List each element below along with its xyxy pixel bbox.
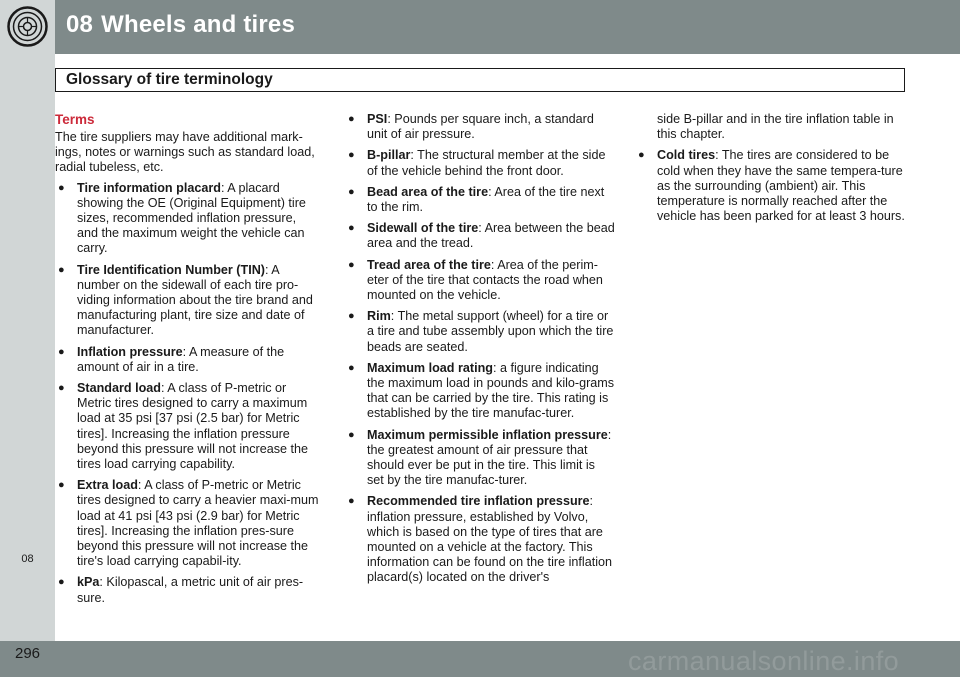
bullet-icon: ●	[348, 222, 355, 235]
glossary-item	[345, 309, 615, 355]
glossary-definition: : a figure indicating the maximum load in pounds and kilo-grams that can be carried by the tire. This rating is established by the tire manufac-turer.	[367, 360, 615, 421]
bullet-icon: ●	[58, 382, 65, 395]
terms-list-col3	[635, 148, 905, 224]
chapter-title	[66, 11, 295, 39]
glossary-term: B-pillar	[367, 148, 411, 163]
glossary-definition: : A measure of the amount of air in a tire.	[77, 344, 285, 374]
chapter-number: 08	[66, 11, 94, 38]
glossary-term: Maximum permissible inflation pressure	[367, 427, 608, 442]
glossary-term: Maximum load rating	[367, 360, 493, 375]
chapter-side-tab	[0, 54, 55, 617]
terms-list-col2	[345, 112, 615, 586]
bullet-icon: ●	[348, 310, 355, 323]
bullet-icon: ●	[58, 181, 65, 194]
watermark: carmanualsonline.info	[628, 646, 900, 676]
glossary-term: Tire information placard	[77, 180, 221, 195]
continuation-paragraph: side B-pillar and in the tire inflation table in this chapter.	[657, 112, 894, 142]
text-column-1	[55, 112, 320, 612]
glossary-item	[345, 258, 615, 304]
section-title: Glossary of tire terminology	[66, 71, 273, 88]
bullet-icon: ●	[348, 185, 355, 198]
glossary-term: Recommended tire inflation pressure	[367, 494, 590, 509]
chapter-icon-box	[0, 0, 55, 54]
terms-list-col1	[55, 181, 320, 606]
glossary-term: Rim	[367, 309, 391, 324]
glossary-definition: : Area of the perim-eter of the tire that contacts the road when mounted on the vehicle.	[367, 257, 603, 303]
glossary-item	[345, 428, 615, 489]
glossary-definition: : The tires are considered to be cold when they have the same tempera-ture as the surrounding (ambient) air. This temperature is normally reached after the vehicle has been parked for at least 3 hours.	[657, 148, 905, 224]
glossary-item	[345, 361, 615, 422]
bullet-icon: ●	[348, 113, 355, 125]
glossary-term: Cold tires	[657, 148, 716, 163]
bullet-icon: ●	[58, 263, 65, 276]
side-tab-label: 08	[21, 553, 34, 565]
bullet-icon: ●	[58, 479, 65, 492]
glossary-item	[635, 148, 905, 224]
glossary-definition: : Pounds per square inch, a standard unit of air pressure.	[367, 112, 594, 142]
glossary-term: Inflation pressure	[77, 344, 183, 359]
glossary-definition: : The metal support (wheel) for a tire or a tire and tube assembly upon which the tire beads are seated.	[367, 309, 614, 354]
glossary-item	[345, 494, 615, 585]
glossary-item	[345, 185, 615, 215]
glossary-definition: : Kilopascal, a metric unit of air pres-sure.	[77, 575, 304, 605]
glossary-definition: : the greatest amount of air pressure that should ever be put in the tire. This limit is set by the tire manufac-turer.	[367, 427, 612, 488]
glossary-definition: : A placard showing the OE (Original Equipment) tire sizes, recommended inflation pressure, and the maximum weight the vehicle can carry.	[77, 180, 306, 256]
glossary-item	[55, 345, 320, 375]
glossary-item	[55, 575, 320, 605]
glossary-item	[345, 148, 615, 178]
glossary-term: Bead area of the tire	[367, 184, 489, 199]
glossary-term: kPa	[77, 575, 100, 590]
text-column-2	[345, 112, 615, 592]
glossary-item	[55, 181, 320, 257]
glossary-item	[345, 112, 615, 142]
tire-icon	[6, 5, 49, 48]
glossary-item	[55, 263, 320, 339]
bullet-icon: ●	[348, 428, 355, 441]
terms-heading: Terms	[55, 112, 95, 127]
glossary-definition: : A class of P-metric or Metric tires designed to carry a maximum load at 35 psi [37 psi (2.5 bar) for Metric tires]. Increasing the inflation pressure beyond this pressure will not increase the tires load carrying capability.	[77, 381, 309, 472]
text-column-3	[635, 112, 905, 230]
page-number: 296	[14, 645, 41, 662]
glossary-definition: : inflation pressure, established by Volvo, which is based on the type of tires that are mounted on a vehicle at the factory. This information can be found on the tire inflation placard(s) located on the driver's	[367, 494, 613, 585]
glossary-definition: : A number on the sidewall of each tire pro-viding information about the tire brand and manufacturing plant, tire size and date of manufacturer.	[77, 262, 313, 338]
glossary-item	[55, 381, 320, 472]
bullet-icon: ●	[638, 149, 645, 162]
glossary-term: Standard load	[77, 381, 161, 396]
bullet-icon: ●	[348, 149, 355, 162]
bullet-icon: ●	[348, 258, 355, 271]
glossary-term: Sidewall of the tire	[367, 221, 479, 236]
glossary-definition: : The structural member at the side of the vehicle behind the front door.	[367, 148, 606, 178]
glossary-term: Tire Identification Number (TIN)	[77, 262, 265, 277]
glossary-term: Tread area of the tire	[367, 257, 491, 272]
glossary-term: PSI	[367, 112, 388, 126]
chapter-title-text: Wheels and tires	[101, 11, 296, 38]
bullet-icon: ●	[348, 495, 355, 508]
bullet-icon: ●	[58, 345, 65, 358]
bullet-icon: ●	[348, 361, 355, 374]
intro-paragraph: The tire suppliers may have additional mark-ings, notes or warnings such as standard load, radial tubeless, etc.	[55, 130, 315, 175]
glossary-definition: : Area of the tire next to the rim.	[367, 184, 605, 215]
glossary-term: Extra load	[77, 478, 138, 493]
glossary-item	[345, 221, 615, 251]
bullet-icon: ●	[58, 576, 65, 589]
glossary-item	[55, 478, 320, 569]
section-title-box	[55, 68, 905, 92]
glossary-definition: : A class of P-metric or Metric tires designed to carry a heavier maxi-mum load at 41 psi [43 psi (2.9 bar) for Metric tires]. Increasing the inflation pres-sure beyond this pressure will not increase the tire's load carrying capabil-ity.	[77, 478, 319, 569]
glossary-definition: : Area between the bead area and the tread.	[367, 221, 615, 251]
